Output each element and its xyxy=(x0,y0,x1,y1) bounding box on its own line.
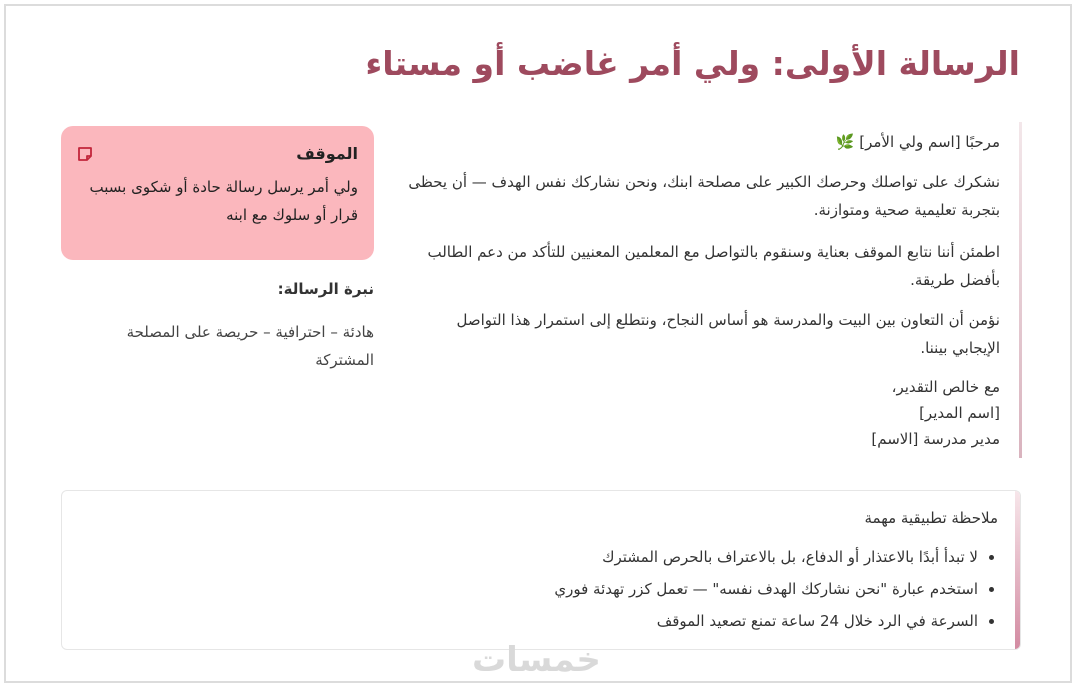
letter-greeting xyxy=(836,128,1000,156)
situation-title: الموقف xyxy=(296,144,358,163)
letter-paragraph: نؤمن أن التعاون بين البيت والمدرسة هو أساس النجاح، ونتطلع إلى استمرار هذا التواصل الإيجابي بيننا. xyxy=(456,311,1000,357)
notes-list xyxy=(554,541,998,637)
situation-text: ولي أمر يرسل رسالة حادة أو شكوى بسبب قرار أو سلوك مع ابنه xyxy=(89,178,358,224)
notes-title: ملاحظة تطبيقية مهمة xyxy=(864,509,998,527)
signature-name: [اسم المدير] xyxy=(919,404,1000,422)
note-icon xyxy=(77,146,93,162)
page-title: الرسالة الأولى: ولي أمر غاضب أو مستاء xyxy=(365,44,1020,83)
letter-signature xyxy=(871,374,1000,452)
list-item: • لا تبدأ أبدًا بالاعتذار أو الدفاع، بل بالاعتراف بالحرص المشترك xyxy=(554,541,978,573)
tone-text: هادئة – احترافية – حريصة على المصلحة المشتركة xyxy=(126,323,374,369)
situation-card xyxy=(61,126,374,260)
list-item: • السرعة في الرد خلال 24 ساعة تمنع تصعيد الموقف xyxy=(554,605,978,637)
notes-accent-bar xyxy=(1015,491,1020,649)
letter-paragraph: اطمئن أننا نتابع الموقف بعناية وسنقوم بالتواصل مع المعلمين المعنيين للتأكد من دعم الطالب بأفضل طريقة. xyxy=(427,243,1000,289)
leaf-icon: 🌿 xyxy=(835,133,855,151)
letter-paragraph: نشكرك على تواصلك وحرصك الكبير على مصلحة ابنك، ونحن نشاركك نفس الهدف — أن يحظى بتجربة تعليمية صحية ومتوازنة. xyxy=(408,173,1000,219)
list-item: • استخدم عبارة "نحن نشاركك الهدف نفسه" — تعمل كزر تهدئة فوري xyxy=(554,573,978,605)
watermark-logo: خمسات xyxy=(472,640,601,680)
signature-closing: مع خالص التقدير، xyxy=(891,378,1000,396)
tone-label: نبرة الرسالة: xyxy=(277,280,374,298)
signature-role: مدير مدرسة [الاسم] xyxy=(871,430,1000,448)
greeting-text: مرحبًا [اسم ولي الأمر] xyxy=(859,133,1000,151)
letter-accent-bar xyxy=(1019,122,1022,458)
notes-box xyxy=(61,490,1021,650)
letter-block xyxy=(400,122,1022,458)
